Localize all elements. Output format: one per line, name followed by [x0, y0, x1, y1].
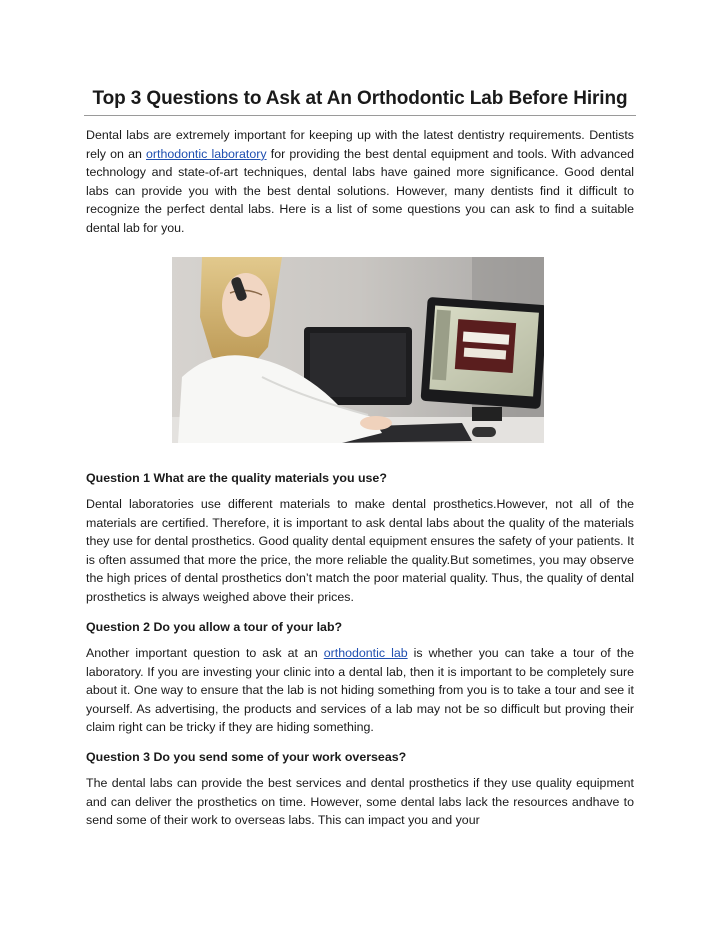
question-1-paragraph: Dental laboratories use different materials to make dental prosthetics.However, not all of the materials are certified. Therefore, it is important to ask dental labs about the quality of the materials they use for dental prosthetics. Good quality dental equipment ensures the safety of your patients. It is often assumed that more the price, the more reliable the quality.But sometimes, you may observe the high prices of dental prosthetics don’t match the poor material quality. Thus, the quality of dental prosthetics is always weighed above their prices.: [86, 497, 634, 604]
intro-text-1: Dental labs are extremely important for keeping up with the latest dentistry requirements. Dentists rely on an: [86, 128, 634, 161]
intro-paragraph: [86, 126, 634, 237]
title-underline: [84, 115, 636, 116]
page-title: Top 3 Questions to Ask at An Orthodontic Lab Before Hiring: [92, 88, 628, 109]
question-2-text-2: is whether you can take a tour of the laboratory. If you are investing your clinic into a dental lab, then it is important to be completely sure about it. One way to ensure that the lab is not hiding something from you is to take a tour and see it yourself. As advertising, the products and services of a lab may not be so difficult but proving their claim right can be tricky if they are hiding something.: [86, 646, 634, 735]
question-1-heading: Question 1 What are the quality materials you use?: [86, 471, 387, 485]
dentist-phone-computer-photo: [172, 257, 544, 443]
question-2-heading: Question 2 Do you allow a tour of your lab?: [86, 620, 343, 634]
question-3-paragraph: The dental labs can provide the best services and dental prosthetics if they use quality equipment and can deliver the prosthetics on time. However, some dental labs lack the resources andhave to send some of their work to overseas labs. This can impact you and your: [86, 776, 634, 828]
orthodontic-laboratory-link[interactable]: orthodontic laboratory: [146, 146, 267, 161]
question-2-paragraph: [86, 644, 634, 737]
question-2-text-1: Another important question to ask at an: [86, 646, 324, 661]
question-3-heading: Question 3 Do you send some of your work overseas?: [86, 750, 407, 764]
intro-text-2: for providing the best dental equipment and tools. With advanced technology and state-of-art techniques, dental labs have gained more significance. Good dental labs can provide you with the best dental solutions. However, many dentists find it difficult to recognize the perfect dental labs. Here is a list of some questions you can ask to find a suitable dental lab for you.: [86, 146, 635, 235]
orthodontic-lab-link[interactable]: orthodontic lab: [323, 646, 408, 661]
